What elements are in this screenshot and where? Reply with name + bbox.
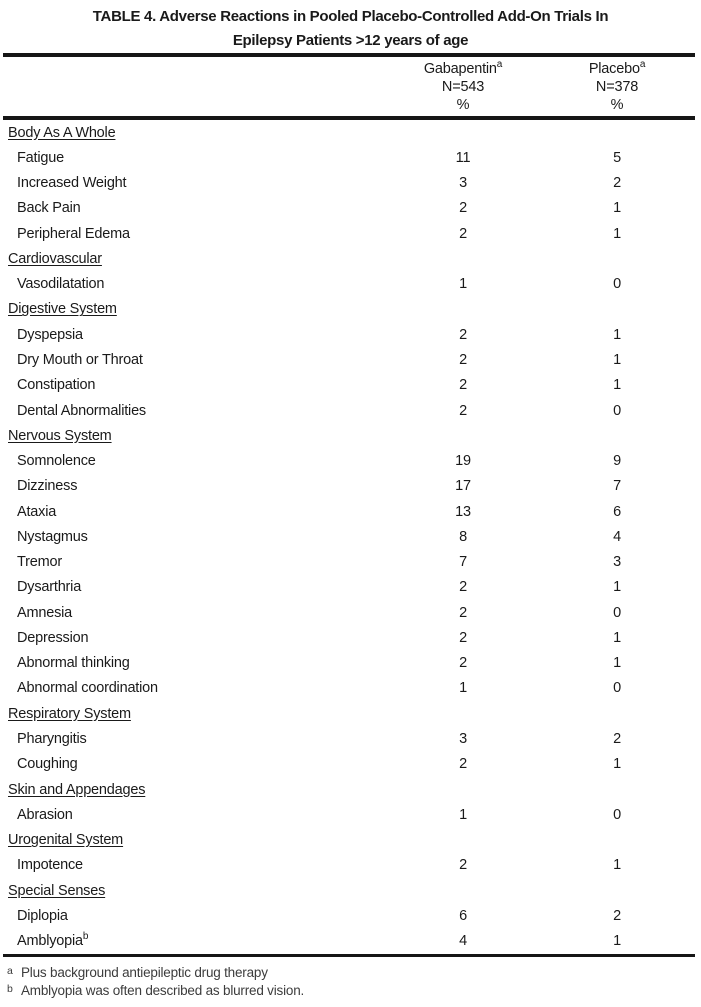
row-label-text: Peripheral Edema [17, 225, 130, 242]
row-label [0, 908, 368, 924]
row-label-text: Back Pain [17, 200, 81, 217]
section-header-row [0, 297, 701, 322]
column-name-placebo: Placebo$^a$ [588, 59, 646, 77]
column-n-gabapentin: N=543 [441, 79, 485, 95]
section-label: Special Senses [8, 882, 106, 899]
section-header-row [0, 120, 701, 145]
row-label [0, 150, 368, 166]
placebo-value: 2 [613, 907, 621, 924]
row-label [0, 327, 368, 343]
table-row [0, 676, 701, 701]
row-label-text: Increased Weight [17, 175, 127, 192]
gabapentin-value: 11 [455, 149, 471, 166]
table-row [0, 550, 701, 575]
table-row [0, 196, 701, 221]
placebo-value: 1 [613, 756, 621, 773]
column-n-placebo: N=378 [595, 79, 639, 95]
placebo-value: 0 [613, 604, 621, 621]
table-row [0, 322, 701, 347]
row-label-text: Ataxia [17, 503, 57, 520]
table-row [0, 726, 701, 751]
row-label-text: Impotence [17, 857, 83, 874]
row-label [0, 453, 368, 469]
row-label [0, 680, 368, 696]
row-label [0, 226, 368, 242]
gabapentin-value: 4 [459, 933, 467, 950]
row-label-text: Depression [17, 629, 89, 646]
section-header-row [0, 246, 701, 271]
table-row [0, 651, 701, 676]
placebo-value: 2 [613, 175, 621, 192]
placebo-value: 9 [613, 453, 621, 470]
gabapentin-value: 3 [459, 175, 467, 192]
row-label [0, 377, 368, 393]
row-label-text: Somnolence [17, 453, 96, 470]
row-label [0, 200, 368, 216]
row-label-text: Abnormal coordination [17, 680, 158, 697]
row-label-sup: b [82, 931, 89, 943]
footnote-ref-a: a [639, 59, 646, 71]
placebo-value: 1 [613, 326, 621, 343]
section-label: Body As A Whole [8, 124, 116, 141]
gabapentin-value: 1 [459, 806, 467, 823]
placebo-value: 1 [613, 629, 621, 646]
row-label [0, 579, 368, 595]
section-label: Respiratory System [8, 705, 131, 722]
section-label: Digestive System [8, 301, 117, 318]
table-body [0, 120, 701, 954]
row-label-text: Dry Mouth or Throat [17, 352, 143, 369]
row-label-text: Vasodilatation [17, 276, 105, 293]
placebo-value: 1 [613, 352, 621, 369]
section-header-row [0, 423, 701, 448]
row-label-text: Nystagmus [17, 528, 88, 545]
table-row [0, 398, 701, 423]
placebo-value: 2 [613, 731, 621, 747]
gabapentin-value: 17 [455, 478, 471, 495]
table-row [0, 903, 701, 928]
row-label-text: Dysarthria [17, 579, 82, 596]
gabapentin-value: 19 [455, 453, 471, 470]
table-row [0, 524, 701, 549]
footnote-text-b: Amblyopia was often described as blurred vision. [21, 983, 305, 999]
section-header-row [0, 701, 701, 726]
row-label-text: Diplopia [17, 907, 68, 924]
footnote-marker-a: a [7, 964, 13, 977]
row-label [0, 529, 368, 545]
placebo-value: 7 [613, 478, 621, 495]
placebo-value: 1 [613, 377, 621, 394]
row-label-text: Coughing [17, 756, 78, 773]
gabapentin-value: 13 [455, 503, 471, 520]
placebo-value: 0 [613, 806, 621, 823]
placebo-value: 1 [613, 655, 621, 672]
row-label [0, 756, 368, 772]
table-row [0, 145, 701, 170]
table-row [0, 752, 701, 777]
gabapentin-value: 2 [459, 756, 467, 773]
row-label [0, 554, 368, 570]
gabapentin-value: 3 [459, 731, 467, 747]
gabapentin-value: 2 [459, 326, 467, 343]
column-header-gabapentin [368, 60, 558, 114]
section-label: Cardiovascular [8, 250, 102, 267]
table-row [0, 802, 701, 827]
section-header-row [0, 777, 701, 802]
placebo-value: 3 [613, 554, 621, 571]
table-row [0, 853, 701, 878]
row-label [0, 807, 368, 823]
gabapentin-value: 2 [459, 655, 467, 672]
table-row [0, 221, 701, 246]
row-label [0, 857, 368, 873]
gabapentin-value: 1 [459, 680, 467, 697]
gabapentin-value: 2 [459, 857, 467, 874]
footnotes [6, 964, 701, 1001]
section-label: Urogenital System [8, 832, 124, 849]
gabapentin-value: 2 [459, 352, 467, 369]
placebo-value: 1 [613, 579, 621, 596]
footnote-b [6, 982, 701, 1001]
column-header-placebo [558, 60, 676, 114]
row-label [0, 276, 368, 292]
row-label [0, 630, 368, 646]
row-label [0, 175, 368, 191]
row-label-text: Fatigue [17, 149, 64, 166]
row-label [0, 478, 368, 494]
gabapentin-value: 6 [459, 907, 467, 924]
table-row [0, 272, 701, 297]
row-label [0, 655, 368, 671]
table-row [0, 474, 701, 499]
gabapentin-value: 2 [459, 629, 467, 646]
table-row [0, 448, 701, 473]
footnote-a [6, 964, 701, 983]
placebo-value: 0 [613, 276, 621, 293]
row-label-text: Dyspepsia [17, 326, 83, 343]
row-label [0, 403, 368, 419]
gabapentin-value: 2 [459, 377, 467, 394]
placebo-value: 0 [613, 402, 621, 419]
row-label-text: Abrasion [17, 806, 73, 823]
placebo-value: 1 [613, 857, 621, 874]
placebo-value: 1 [613, 933, 621, 950]
table-row [0, 600, 701, 625]
placebo-value: 5 [613, 149, 621, 166]
table-row [0, 625, 701, 650]
placebo-value: 1 [613, 200, 621, 217]
section-header-row [0, 827, 701, 852]
table-row [0, 171, 701, 196]
section-label: Skin and Appendages [8, 781, 146, 798]
footnote-text-a: Plus background antiepileptic drug therapy [21, 964, 268, 980]
row-label [0, 352, 368, 368]
row-label-text: Constipation [17, 377, 96, 394]
gabapentin-value: 2 [459, 402, 467, 419]
table-title-line1: TABLE 4. Adverse Reactions in Pooled Placebo-Controlled Add-On Trials In [92, 8, 609, 25]
row-label-text: Abnormal thinking [17, 655, 130, 672]
table-row [0, 575, 701, 600]
gabapentin-value: 2 [459, 604, 467, 621]
table-title-line2: Epilepsy Patients >12 years of age [232, 32, 469, 49]
placebo-value: 6 [613, 503, 621, 520]
row-label [0, 731, 368, 747]
table-row [0, 373, 701, 398]
table-row [0, 929, 701, 954]
table-row [0, 499, 701, 524]
row-label-text: Tremor [17, 554, 62, 571]
row-label-text: Amblyopia [17, 933, 83, 950]
table-title [0, 0, 701, 53]
section-label: Nervous System [8, 427, 112, 444]
footnote-marker-b: b [7, 983, 13, 996]
row-label-text: Amnesia [17, 604, 73, 621]
bottom-rule [3, 954, 695, 957]
placebo-value: 1 [613, 225, 621, 242]
row-label [0, 504, 368, 520]
gabapentin-value: 8 [459, 528, 467, 545]
gabapentin-value: 2 [459, 579, 467, 596]
placebo-value: 4 [613, 528, 621, 545]
gabapentin-value: 1 [459, 276, 467, 293]
column-unit-gabapentin: % [456, 97, 470, 113]
row-label [0, 933, 368, 949]
row-label-text: Dizziness [17, 478, 78, 495]
gabapentin-value: 2 [459, 200, 467, 217]
column-name-gabapentin: Gabapentin$^a$ [423, 59, 503, 77]
gabapentin-value: 7 [459, 554, 467, 571]
section-header-row [0, 878, 701, 903]
row-label-text: Dental Abnormalities [17, 402, 146, 419]
table-row [0, 347, 701, 372]
gabapentin-value: 2 [459, 225, 467, 242]
footnote-ref-a: a [496, 59, 503, 71]
column-unit-placebo: % [610, 97, 624, 113]
row-label-text: Pharyngitis [17, 731, 87, 747]
table-header [0, 57, 701, 116]
placebo-value: 0 [613, 680, 621, 697]
row-label [0, 605, 368, 621]
